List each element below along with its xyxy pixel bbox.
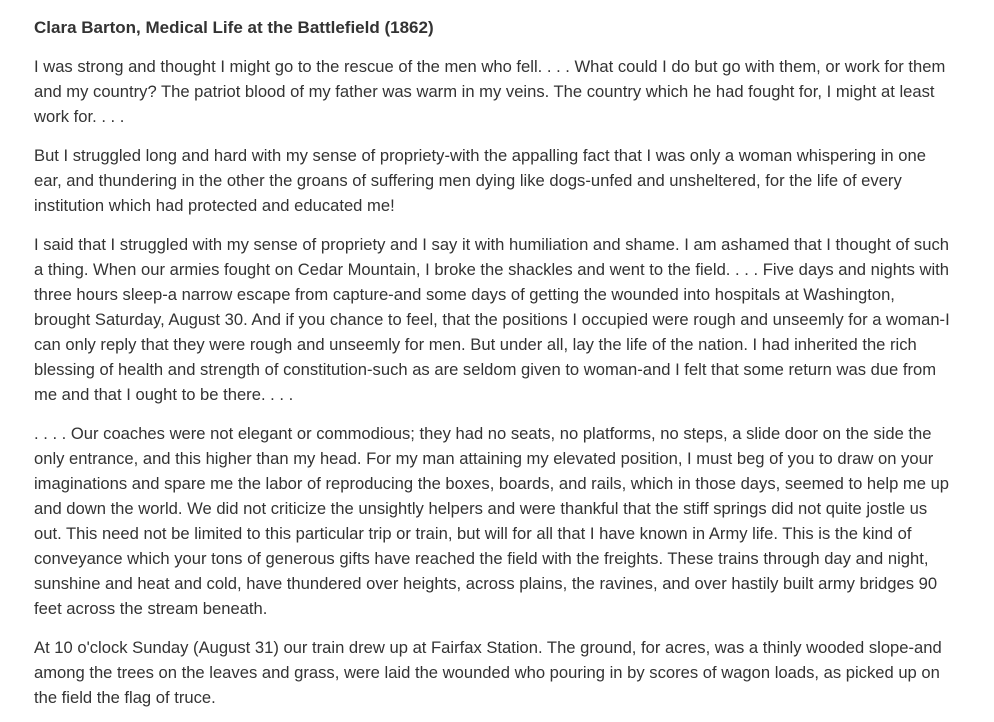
- paragraph-2: But I struggled long and hard with my sense of propriety-with the appalling fact that I was only a woman whispering in one ear, and thundering in the other the groans of suffering men dying like dogs-unfed and unsheltered, for the life of every institution which had protected and educated me!: [34, 146, 926, 215]
- document-title: Clara Barton, Medical Life at the Battlefield (1862): [34, 18, 434, 37]
- paragraph-4: . . . . Our coaches were not elegant or commodious; they had no seats, no platforms, no steps, a slide door on the side the only entrance, and this higher than my head. For my man attaining my elevated position, I must beg of you to draw on your imaginations and spare me the labor of reproducing the boxes, boards, and rails, which in those days, seemed to help me up and down the world. We did not criticize the unsightly helpers and were thankful that the stiff springs did not quite jostle us out. This need not be limited to this particular trip or train, but will for all that I have known in Army life. This is the kind of conveyance which your tons of generous gifts have reached the field with the freights. These trains through day and night, sunshine and heat and cold, have thundered over heights, across plains, the ravines, and over hastily built army bridges 90 feet across the stream beneath.: [34, 424, 950, 618]
- paragraph-5: At 10 o'clock Sunday (August 31) our train drew up at Fairfax Station. The ground, for acres, was a thinly wooded slope-and among the trees on the leaves and grass, were laid the wounded who pouring in by scores of wagon loads, as picked up on the field the flag of truce.: [34, 638, 942, 707]
- paragraph-3: I said that I struggled with my sense of propriety and I say it with humiliation and shame. I am ashamed that I thought of such a thing. When our armies fought on Cedar Mountain, I broke the shackles and went to the field. . . . Five days and nights with three hours sleep-a narrow escape from capture-and some days of getting the wounded into hospitals at Washington, brought Saturday, August 30. And if you chance to feel, that the positions I occupied were rough and unseemly for a woman-I can only reply that they were rough and unseemly for men. But under all, lay the life of the nation. I had inherited the rich blessing of health and strength of constitution-such as are seldom given to woman-and I felt that some return was due from me and that I ought to be there. . . .: [34, 235, 950, 404]
- paragraph-1: I was strong and thought I might go to the rescue of the men who fell. . . . What could I do but go with them, or work for them and my country? The patriot blood of my father was warm in my veins. The country which he had fought for, I might at least work for. . . .: [34, 57, 946, 126]
